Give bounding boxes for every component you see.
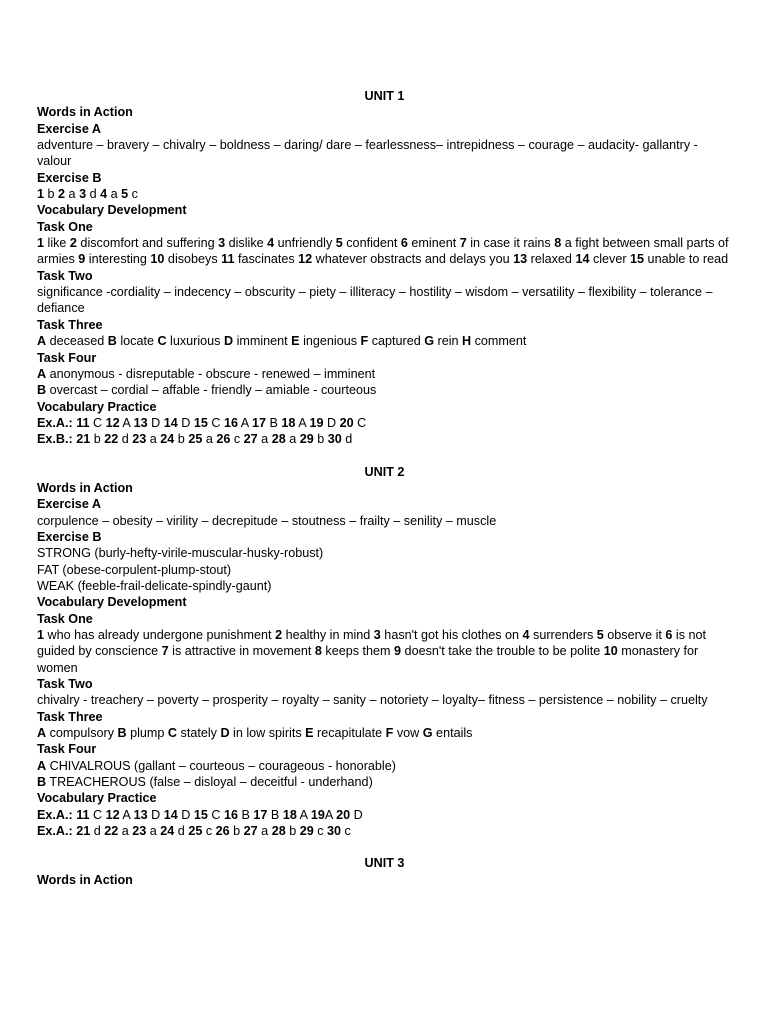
answer-key: 10 (603, 644, 618, 659)
answer-key: 4 (100, 187, 108, 202)
answer-key: Ex.A.: 21 (37, 824, 91, 839)
answer-text: D (177, 807, 194, 822)
answer-text: is attractive in movement (168, 644, 315, 659)
answer-text: surrenders (529, 628, 597, 642)
answer-text: keeps them (321, 644, 395, 659)
answer-key: 3 (79, 187, 87, 202)
answer-key: 2 (275, 628, 283, 642)
answer-line (37, 366, 732, 382)
answer-text: a (107, 187, 122, 202)
section-heading: Exercise B (37, 170, 102, 185)
answer-key: 5 (121, 187, 129, 202)
answer-line (37, 513, 732, 529)
answer-key: G (424, 334, 435, 349)
answer-key: Ex.A.: 11 (37, 807, 90, 822)
answer-text: b (313, 432, 328, 447)
answer-text: a (118, 824, 133, 839)
answer-key: 14 (163, 415, 178, 430)
answer-key: H (462, 334, 472, 349)
answer-key: 13 (133, 415, 148, 430)
answer-key: 14 (163, 807, 178, 822)
answer-text: b (90, 432, 105, 447)
answer-text: whatever obstracts and delays you (312, 252, 514, 267)
answer-text: interesting (85, 252, 151, 267)
answer-text: discomfort and suffering (76, 236, 219, 251)
answer-text: C (89, 807, 106, 822)
answer-key: 24 (160, 432, 175, 447)
unit-title: UNIT 3 (364, 856, 405, 871)
answer-text: D (177, 415, 194, 430)
answer-text: b (285, 824, 300, 839)
answer-key: B (37, 383, 47, 398)
unit-section (37, 88, 732, 448)
answer-key: 12 (105, 807, 120, 822)
answer-text: C (353, 415, 367, 430)
answer-key: 28 (271, 432, 286, 447)
section-heading: Task Four (37, 350, 97, 365)
answer-key: 4 (267, 236, 275, 251)
answer-line (37, 823, 732, 839)
answer-key: 23 (132, 824, 147, 839)
answer-key: 23 (132, 432, 147, 447)
answer-text: A (324, 807, 337, 822)
unit-section (37, 464, 732, 840)
answer-key: 25 (188, 824, 203, 839)
answer-key: 29 (299, 824, 314, 839)
answer-text: a (202, 432, 217, 447)
answer-text: c (128, 187, 138, 202)
answer-key: A (37, 366, 47, 381)
answer-line (37, 627, 732, 676)
answer-text: a (285, 432, 300, 447)
answer-text: FAT (obese-corpulent-plump-stout) (37, 562, 232, 577)
answer-key: 18 (281, 415, 296, 430)
section-heading: Task One (37, 611, 93, 626)
answer-key: 20 (339, 415, 354, 430)
section-heading: Task One (37, 219, 93, 234)
answer-text: d (86, 187, 101, 202)
section-heading: Words in Action (37, 105, 133, 120)
answer-key: 13 (133, 807, 148, 822)
answer-key: E (305, 726, 314, 741)
answer-key: 29 (299, 432, 314, 447)
answer-text: fascinates (234, 252, 299, 267)
answer-text: a (257, 432, 272, 447)
answer-key: B (107, 334, 117, 349)
section-heading: Exercise B (37, 529, 102, 544)
answer-key: 2 (58, 187, 66, 202)
answer-key: 24 (160, 824, 175, 839)
answer-text: C (207, 807, 224, 822)
answer-key: 9 (394, 644, 402, 659)
answer-text: chivalry - treachery – poverty – prosperity – royalty – sanity – notoriety – loyalty– fitness – persistence – nobility – cruelty (37, 693, 708, 708)
answer-key: 3 (218, 236, 226, 251)
answer-text: D (147, 415, 164, 430)
answer-key: C (157, 334, 167, 349)
answer-text: a (257, 824, 272, 839)
answer-line (37, 333, 732, 349)
answer-text: STRONG (burly-hefty-virile-muscular-husky-robust) (37, 546, 324, 561)
answer-text: recapitulate (313, 726, 386, 741)
answer-line (37, 137, 732, 170)
answer-text: B (237, 807, 254, 822)
answer-text: c (341, 824, 351, 839)
answer-text: D (147, 807, 164, 822)
answer-text: WEAK (feeble-frail-delicate-spindly-gaunt) (37, 578, 272, 593)
answer-key: 1 (37, 628, 45, 642)
answer-text: B (266, 415, 282, 430)
answer-text: a fight between small parts of armies (37, 236, 729, 267)
answer-text: unable to read (644, 252, 729, 267)
answer-text: in case it rains (466, 236, 555, 251)
answer-text: confident (342, 236, 401, 251)
answer-key: 20 (336, 807, 351, 822)
answer-key: 19 (309, 415, 324, 430)
answer-line (37, 725, 732, 741)
answer-text: d (174, 824, 189, 839)
answer-text: A (237, 415, 252, 430)
answer-text: comment (471, 334, 527, 349)
answer-key: 9 (78, 252, 86, 267)
answer-text: monastery for women (37, 644, 699, 675)
answer-key: B (37, 775, 47, 790)
answer-key: E (291, 334, 300, 349)
document-page (37, 88, 732, 888)
section-heading: Exercise A (37, 497, 101, 512)
answer-text: D (350, 807, 363, 822)
answer-text: A (119, 807, 134, 822)
answer-text: rein (434, 334, 463, 349)
answer-key: 16 (223, 807, 238, 822)
answer-text: significance -cordiality – indecency – obscurity – piety – illiteracy – hostility – wisdom – versatility – flexibility – tolerance – defiance (37, 285, 713, 316)
answer-key: 28 (271, 824, 286, 839)
answer-key: 26 (215, 824, 230, 839)
answer-key: 8 (314, 644, 322, 659)
answer-text: adventure – bravery – chivalry – boldness – daring/ dare – fearlessness– intrepidness – courage – audacity- gallantry - valour (37, 138, 698, 169)
answer-text: is not guided by conscience (37, 628, 707, 659)
answer-key: A (37, 726, 47, 741)
answer-text: doesn't take the trouble to be polite (401, 644, 604, 659)
answer-line (37, 415, 732, 431)
answer-text: D (323, 415, 340, 430)
answer-text: healthy in mind (282, 628, 374, 642)
answer-line (37, 186, 732, 202)
answer-key: 12 (105, 415, 120, 430)
section-heading: Vocabulary Practice (37, 399, 157, 414)
section-heading: Task Four (37, 742, 97, 757)
answer-text: anonymous - disreputable - obscure - renewed – imminent (46, 366, 376, 381)
answer-key: 27 (243, 432, 258, 447)
answer-text: b (229, 824, 244, 839)
answer-text: plump (126, 726, 168, 741)
answer-text: clever (589, 252, 631, 267)
answer-line (37, 578, 732, 594)
answer-key: D (223, 334, 234, 349)
answer-key: 26 (216, 432, 231, 447)
answer-key: 27 (243, 824, 258, 839)
section-heading: Words in Action (37, 480, 133, 495)
answer-key: 15 (193, 807, 208, 822)
answer-key: A (37, 334, 47, 349)
section-heading: Task Three (37, 317, 103, 332)
answer-text: captured (368, 334, 425, 349)
answer-text: compulsory (46, 726, 118, 741)
answer-text: imminent (233, 334, 292, 349)
answer-key: 14 (575, 252, 590, 267)
answer-key: 5 (596, 628, 604, 642)
answer-key: Ex.B.: 21 (37, 432, 91, 447)
answer-text: C (89, 415, 106, 430)
answer-text: d (341, 432, 353, 447)
answer-text: c (313, 824, 328, 839)
answer-key: 3 (373, 628, 381, 642)
answer-text: TREACHEROUS (false – disloyal – deceitful - underhand) (46, 775, 373, 790)
answer-key: 19 (310, 807, 325, 822)
answer-line (37, 545, 732, 561)
answer-text: locate (116, 334, 158, 349)
answer-key: 22 (104, 824, 119, 839)
answer-text: A (296, 807, 311, 822)
answer-text: a (146, 432, 161, 447)
section-heading: Exercise A (37, 121, 101, 136)
answer-text: like (44, 236, 70, 251)
section-heading: Task Two (37, 677, 93, 692)
answer-text: deceased (46, 334, 108, 349)
answer-text: ingenious (299, 334, 361, 349)
answer-line (37, 431, 732, 447)
answer-text: d (118, 432, 133, 447)
answer-text: b (44, 187, 59, 202)
answer-key: 15 (630, 252, 645, 267)
answer-text: dislike (225, 236, 268, 251)
answer-line (37, 774, 732, 790)
answer-key: D (220, 726, 230, 741)
answer-key: 6 (400, 236, 408, 251)
unit-title: UNIT 2 (364, 464, 405, 479)
answer-key: 8 (554, 236, 562, 251)
answer-key: 30 (327, 432, 342, 447)
answer-text: relaxed (527, 252, 576, 267)
answer-text: c (202, 824, 216, 839)
answer-key: 7 (161, 644, 169, 659)
answer-text: entails (432, 726, 473, 741)
unit-title: UNIT 1 (364, 89, 405, 103)
section-heading: Vocabulary Development (37, 203, 187, 218)
answer-text: corpulence – obesity – virility – decrepitude – stoutness – frailty – senility – muscle (37, 513, 497, 528)
answer-line (37, 807, 732, 823)
section-heading: Vocabulary Practice (37, 791, 157, 806)
answer-key: 1 (37, 187, 45, 202)
section-heading: Task Two (37, 268, 93, 283)
answer-text: hasn't got his clothes on (380, 628, 523, 642)
answer-key: A (37, 758, 47, 773)
section-heading: Vocabulary Development (37, 595, 187, 610)
section-heading: Words in Action (37, 872, 133, 887)
answer-key: 5 (335, 236, 343, 251)
answer-key: 6 (665, 628, 673, 642)
answer-text: unfriendly (274, 236, 336, 251)
answer-key: C (167, 726, 178, 741)
answer-text: C (207, 415, 224, 430)
answer-line (37, 562, 732, 578)
answer-text: d (90, 824, 105, 839)
section-heading: Task Three (37, 709, 103, 724)
answer-key: 17 (252, 415, 267, 430)
answer-key: 10 (150, 252, 165, 267)
answer-key: 18 (282, 807, 297, 822)
answer-text: CHIVALROUS (gallant – courteous – courageous - honorable) (46, 758, 396, 773)
answer-text: stately (177, 726, 221, 741)
answer-key: 2 (69, 236, 77, 251)
answer-text: a (146, 824, 161, 839)
answer-text: B (267, 807, 283, 822)
answer-text: eminent (407, 236, 460, 251)
answer-line (37, 284, 732, 317)
answer-key: 4 (522, 628, 530, 642)
answer-key: 30 (327, 824, 342, 839)
answer-key: 7 (459, 236, 467, 251)
answer-key: B (117, 726, 127, 741)
unit-section (37, 855, 732, 888)
answer-text: in low spirits (229, 726, 306, 741)
answer-text: A (295, 415, 310, 430)
answer-key: 22 (104, 432, 119, 447)
answer-key: 13 (513, 252, 528, 267)
answer-key: 12 (298, 252, 313, 267)
answer-text: overcast – cordial – affable - friendly – amiable - courteous (46, 383, 377, 398)
answer-text: b (174, 432, 189, 447)
answer-text: luxurious (166, 334, 224, 349)
answer-key: 11 (221, 252, 235, 267)
answer-text: c (230, 432, 244, 447)
answer-key: F (385, 726, 394, 741)
answer-text: disobeys (164, 252, 222, 267)
answer-key: 15 (193, 415, 208, 430)
answer-text: observe it (603, 628, 666, 642)
answer-key: 16 (223, 415, 238, 430)
answer-line (37, 692, 732, 708)
answer-line (37, 758, 732, 774)
answer-key: G (422, 726, 433, 741)
answer-line (37, 235, 732, 268)
answer-text: vow (393, 726, 423, 741)
answer-key: F (360, 334, 369, 349)
answer-key: 25 (188, 432, 203, 447)
answer-text: a (65, 187, 80, 202)
answer-key: 1 (37, 236, 45, 251)
answer-key: 17 (253, 807, 268, 822)
answer-line (37, 382, 732, 398)
answer-text: who has already undergone punishment (44, 628, 276, 642)
answer-text: A (119, 415, 134, 430)
answer-key: Ex.A.: 11 (37, 415, 90, 430)
